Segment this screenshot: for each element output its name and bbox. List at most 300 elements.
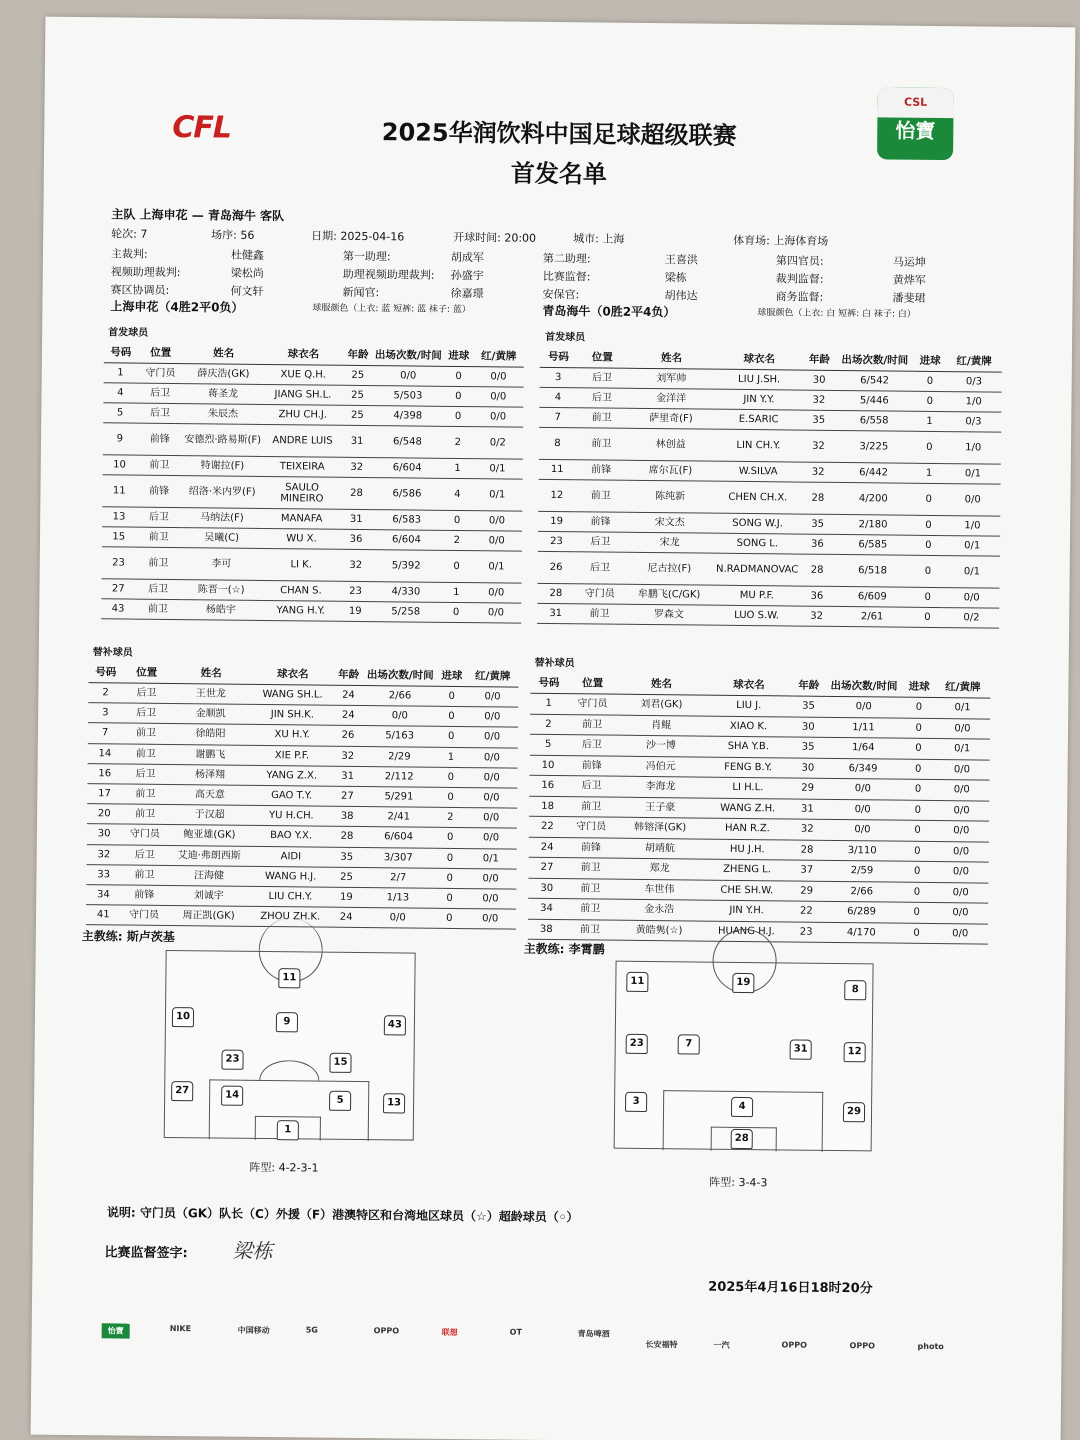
player-cell: 5/392 — [370, 550, 442, 583]
player-cell: 前卫 — [136, 455, 182, 475]
player-cell: 0 — [914, 371, 947, 391]
player-cell: 11 — [102, 475, 136, 507]
player-cell: 于汉超 — [169, 805, 251, 826]
player-shirt-icon: 3 — [625, 1092, 647, 1112]
player-shirt-icon: 19 — [732, 973, 754, 993]
player-cell: 6/548 — [372, 426, 444, 459]
home-coach: 主教练: 斯卢茨基 — [81, 929, 175, 945]
player-cell: 0 — [902, 759, 934, 780]
player-cell: 25 — [331, 867, 361, 888]
player-cell: 王子豪 — [616, 797, 704, 818]
player-shirt-icon: 7 — [678, 1034, 700, 1054]
player-cell: 0/0 — [473, 387, 524, 408]
player-cell: 4 — [539, 387, 576, 407]
player-cell: YANG Z.X. — [251, 765, 333, 786]
player-cell: 尼古拉(F) — [625, 552, 713, 585]
player-cell: 0/0 — [934, 800, 989, 821]
player-cell: 22 — [790, 901, 822, 922]
player-cell: 32 — [791, 819, 823, 840]
player-cell: 0/0 — [471, 531, 522, 552]
player-cell: 30 — [528, 878, 565, 899]
player-cell: 0/3 — [946, 412, 1002, 433]
kickoff-time: 开球时间: 20:00 — [453, 230, 537, 245]
player-cell: HUANG H.J. — [703, 921, 791, 942]
column-header: 位置 — [567, 672, 618, 694]
player-cell: 25 — [343, 405, 373, 425]
player-cell: 32 — [803, 390, 836, 410]
player-cell: 陈纯新 — [626, 480, 714, 513]
away-starters-table — [537, 346, 1002, 629]
player-cell: SHA Y.B. — [705, 736, 793, 757]
player-cell: ZHENG L. — [703, 859, 791, 880]
player-cell: 0 — [901, 882, 933, 903]
player-cell: LIN CH.Y. — [714, 429, 802, 462]
official-role: 第一助理: — [342, 249, 391, 264]
player-cell: 37 — [791, 860, 823, 881]
player-cell: CHEN CH.X. — [714, 481, 802, 514]
player-cell: 12 — [538, 479, 575, 511]
player-cell: LIU J. — [705, 695, 793, 716]
player-cell: LI K. — [261, 548, 341, 581]
player-cell: 0/1 — [945, 464, 1001, 485]
player-cell: 后卫 — [577, 368, 628, 389]
player-cell: 0/0 — [465, 828, 517, 849]
player-cell: 30 — [803, 370, 836, 390]
column-header: 出场次数/时间 — [825, 675, 903, 697]
player-cell: 后卫 — [566, 776, 617, 797]
player-cell: 1/13 — [361, 887, 434, 908]
player-cell: 34 — [528, 898, 565, 919]
away-coach: 主教练: 李霄鹏 — [523, 941, 605, 957]
player-cell: 1 — [443, 458, 473, 478]
player-cell: 牟鹏飞(C/GK) — [625, 584, 713, 605]
player-cell: 24 — [529, 837, 566, 858]
player-cell: 0/0 — [464, 888, 516, 909]
sponsor-logo: OPPO — [781, 1340, 807, 1350]
column-header: 年龄 — [343, 344, 373, 366]
player-shirt-icon: 9 — [276, 1012, 298, 1032]
player-cell: 24 — [333, 685, 363, 706]
player-cell: 27 — [332, 786, 362, 807]
player-cell: 16 — [87, 763, 122, 784]
player-cell: 0/0 — [934, 759, 989, 780]
player-cell: 守门员 — [566, 817, 617, 838]
player-cell: 艾迪·弗朗西斯 — [168, 845, 250, 866]
player-cell: 0 — [902, 738, 934, 759]
official-role: 第二助理: — [542, 251, 591, 266]
player-row — [102, 547, 522, 583]
league-title: 2025华润饮料中国足球超级联赛 — [381, 118, 737, 150]
player-cell: 后卫 — [574, 552, 625, 585]
player-cell: 宋文杰 — [626, 512, 714, 533]
player-cell: 36 — [801, 534, 834, 554]
player-cell: 前卫 — [565, 878, 616, 899]
player-cell: 前卫 — [121, 804, 169, 825]
player-cell: 前卫 — [122, 723, 170, 744]
player-cell: 金永浩 — [615, 899, 703, 920]
player-cell: 马纳法(F) — [182, 508, 262, 529]
player-cell: 0 — [901, 902, 933, 923]
player-cell: SAULO MINEIRO — [262, 476, 342, 509]
player-cell: 2/112 — [363, 766, 436, 787]
player-shirt-icon: 1 — [277, 1120, 299, 1140]
player-cell: 前卫 — [574, 604, 625, 625]
player-cell: 6/604 — [371, 530, 443, 551]
player-cell: 0 — [442, 510, 472, 530]
player-cell: 35 — [792, 696, 824, 717]
player-cell: 0 — [435, 787, 465, 808]
player-cell: HU J.H. — [703, 839, 791, 860]
player-cell: 0/0 — [824, 778, 902, 799]
player-cell: 0 — [913, 431, 946, 463]
player-shirt-icon: 43 — [384, 1015, 406, 1035]
player-cell: 后卫 — [575, 532, 626, 553]
player-cell: 28 — [332, 827, 362, 848]
player-cell: 4/398 — [372, 406, 444, 427]
match-date: 日期: 2025-04-16 — [311, 229, 405, 244]
player-cell: 后卫 — [136, 507, 182, 527]
player-shirt-icon: 31 — [790, 1039, 812, 1059]
player-cell: 0/0 — [465, 868, 517, 889]
player-cell: 2/66 — [823, 881, 901, 902]
player-row — [539, 427, 1001, 464]
player-cell: 19 — [538, 511, 575, 531]
player-cell: 2 — [530, 714, 567, 735]
player-cell: ZHOU ZH.K. — [249, 906, 331, 927]
player-cell: XU H.Y. — [251, 725, 333, 746]
player-cell: 1/0 — [946, 392, 1002, 413]
player-cell: LIU CH.Y. — [250, 886, 332, 907]
column-header: 位置 — [137, 342, 183, 364]
player-cell: YU H.CH. — [250, 805, 332, 826]
column-header: 红/黄牌 — [946, 350, 1002, 372]
player-cell: MU P.F. — [713, 585, 801, 606]
sponsor-logo: 怡寶 — [102, 1323, 130, 1338]
official-role: 裁判监督: — [775, 272, 824, 286]
player-cell: 席尔瓦(F) — [626, 460, 714, 481]
player-cell: 2/29 — [363, 746, 436, 767]
column-header: 位置 — [577, 346, 628, 368]
player-cell: 0/0 — [935, 718, 990, 739]
column-header: 球衣名 — [705, 674, 793, 696]
player-cell: 26 — [333, 726, 363, 747]
away-starters-label: 首发球员 — [545, 331, 586, 344]
player-cell: 前卫 — [565, 899, 616, 920]
player-cell: 32 — [800, 606, 833, 626]
player-cell: 金洋洋 — [627, 388, 715, 409]
player-cell: 23 — [790, 921, 822, 942]
player-cell: 2/59 — [823, 860, 901, 881]
player-cell: 0/0 — [823, 819, 901, 840]
player-cell: 0 — [901, 841, 933, 862]
player-cell: 冯伯元 — [617, 756, 705, 777]
official-name: 徐嘉璟 — [450, 286, 484, 301]
player-cell: 5/503 — [372, 386, 444, 407]
player-cell: 0/1 — [944, 556, 1000, 589]
player-cell: LIU J.SH. — [715, 369, 803, 390]
player-cell: 安德烈·路易斯(F) — [183, 424, 263, 457]
player-cell: 4/330 — [370, 582, 442, 603]
player-cell: 0 — [443, 406, 473, 426]
player-cell: 0 — [901, 861, 933, 882]
player-cell: 6/518 — [833, 554, 912, 587]
player-cell: 杨泽翔 — [169, 764, 251, 785]
player-cell: 0 — [902, 800, 934, 821]
player-cell: 32 — [802, 462, 835, 482]
official-name: 梁松尚 — [230, 266, 264, 280]
player-row — [103, 423, 523, 459]
player-cell: 9 — [103, 423, 137, 455]
player-cell: 1 — [913, 463, 946, 483]
player-cell: XIAO K. — [705, 716, 793, 737]
match-number: 场序: 56 — [211, 228, 255, 242]
player-cell: 38 — [528, 919, 565, 940]
away-formation: 阵型: 3-4-3 — [709, 1175, 768, 1190]
player-cell: 34 — [86, 884, 121, 905]
player-cell: 4/200 — [834, 482, 913, 515]
player-cell: 3 — [88, 703, 123, 724]
player-cell: 前锋 — [576, 460, 627, 481]
player-cell: 后卫 — [137, 383, 183, 403]
official-role: 商务监督: — [775, 290, 824, 304]
player-cell: 0/3 — [946, 372, 1002, 393]
player-cell: 前锋 — [575, 512, 626, 533]
player-cell: JIN Y.H. — [703, 900, 791, 921]
column-header: 号码 — [530, 672, 567, 694]
player-cell: 2 — [88, 683, 123, 704]
player-cell: 后卫 — [123, 683, 171, 704]
official-name: 胡伟达 — [664, 289, 698, 303]
column-header: 年龄 — [803, 349, 836, 371]
player-cell: N.RADMANOVAC — [713, 553, 801, 586]
player-cell: LI H.L. — [704, 777, 792, 798]
player-cell: 前卫 — [135, 599, 181, 619]
player-cell: 0 — [900, 923, 932, 944]
player-cell: 绍洛·米内罗(F) — [182, 476, 262, 509]
player-shirt-icon: 11 — [278, 968, 300, 988]
away-formation-pitch — [614, 961, 874, 1152]
player-cell: 周正凯(GK) — [168, 906, 250, 927]
column-header: 出场次数/时间 — [364, 664, 437, 686]
player-cell: WANG SH.L. — [252, 684, 334, 705]
player-cell: 0/2 — [944, 608, 1000, 629]
player-shirt-icon: 4 — [731, 1097, 753, 1117]
official-name: 杜健鑫 — [230, 248, 265, 262]
player-cell: 6/604 — [371, 458, 443, 479]
home-kit: 球服颜色（上衣: 蓝 短裤: 蓝 袜子: 蓝） — [312, 303, 471, 316]
player-cell: 0/0 — [944, 588, 1000, 609]
player-cell: ANDRE LUIS — [262, 424, 342, 457]
cfl-logo: CFL — [172, 109, 232, 146]
player-cell: 0 — [436, 706, 466, 727]
player-cell: 0/0 — [464, 909, 516, 930]
player-cell: 前卫 — [135, 547, 182, 579]
player-cell: 33 — [86, 864, 121, 885]
player-cell: 3/307 — [362, 847, 435, 868]
player-cell: 鲍亚雄(GK) — [168, 825, 250, 846]
player-cell: 谢鹏飞 — [169, 744, 251, 765]
player-cell: 前卫 — [122, 784, 170, 805]
column-header: 球衣名 — [715, 348, 803, 370]
csl-logo: CSL 怡寶 — [877, 87, 954, 160]
player-cell: 2/61 — [833, 606, 912, 627]
player-shirt-icon: 27 — [171, 1081, 193, 1101]
player-cell: 32 — [341, 549, 371, 581]
column-header: 号码 — [540, 346, 577, 368]
player-cell: 36 — [341, 529, 371, 549]
official-role: 赛区协调员: — [110, 283, 170, 297]
player-cell: 28 — [801, 554, 834, 586]
away-kit: 球服颜色（上衣: 白 短裤: 白 袜子: 白） — [757, 308, 916, 320]
player-cell: 前卫 — [121, 865, 169, 886]
player-cell: SONG L. — [713, 533, 801, 554]
player-cell: 18 — [529, 796, 566, 817]
column-header: 号码 — [104, 341, 138, 363]
sponsor-logo: NIKE — [169, 1324, 192, 1334]
column-header: 年龄 — [334, 664, 364, 686]
column-header: 年龄 — [793, 675, 825, 697]
player-cell: CHAN S. — [261, 580, 341, 601]
official-role: 主裁判: — [110, 247, 148, 261]
player-cell: 24 — [331, 907, 361, 928]
player-cell: CHE SH.W. — [703, 880, 791, 901]
player-cell: 0/0 — [471, 603, 522, 624]
player-cell: 特谢拉(F) — [182, 456, 262, 477]
official-name: 何文轩 — [230, 284, 264, 298]
player-cell: 肖鲲 — [617, 715, 705, 736]
player-cell: 20 — [87, 804, 122, 825]
player-shirt-icon: 23 — [626, 1034, 648, 1054]
player-shirt-icon: 13 — [383, 1093, 405, 1113]
player-cell: 0 — [435, 848, 465, 869]
player-shirt-icon: 23 — [221, 1050, 243, 1070]
player-cell: 0 — [442, 550, 472, 582]
player-cell: HAN R.Z. — [704, 818, 792, 839]
column-header: 位置 — [123, 661, 171, 683]
player-cell: MANAFA — [262, 508, 342, 529]
column-header: 进球 — [437, 665, 467, 687]
player-cell: 32 — [87, 844, 122, 865]
player-cell: YANG H.Y. — [261, 600, 341, 621]
player-cell: 朱辰杰 — [183, 404, 263, 425]
player-cell: 后卫 — [121, 844, 169, 865]
player-cell: 27 — [101, 579, 135, 599]
player-cell: 6/604 — [362, 827, 435, 848]
player-cell: 0/0 — [361, 908, 434, 929]
player-cell: 1 — [530, 693, 567, 714]
player-cell: 0 — [912, 535, 945, 555]
player-cell: 0/0 — [933, 902, 988, 923]
player-cell: JIN Y.Y. — [715, 389, 803, 410]
player-cell: 5 — [530, 734, 567, 755]
player-cell: 1/0 — [945, 516, 1001, 537]
player-cell: 25 — [343, 365, 373, 385]
player-cell: 郑龙 — [616, 858, 704, 879]
player-cell: 6/583 — [371, 510, 443, 531]
player-cell: 35 — [802, 410, 835, 430]
player-cell: 黄皓隽(☆) — [615, 920, 703, 941]
player-cell: 0/0 — [466, 727, 518, 748]
player-cell: 41 — [86, 905, 121, 926]
player-cell: 李可 — [181, 548, 261, 581]
player-cell: 胡靖航 — [616, 838, 704, 859]
player-cell: 6/542 — [835, 370, 914, 391]
player-cell: 0/0 — [933, 882, 988, 903]
player-cell: 后卫 — [137, 403, 183, 423]
player-cell: 0 — [911, 587, 944, 607]
player-cell: 前卫 — [135, 527, 181, 547]
player-row — [102, 475, 522, 511]
official-name: 胡成军 — [450, 250, 485, 265]
player-shirt-icon: 11 — [626, 972, 648, 992]
player-cell: 0 — [914, 391, 947, 411]
player-cell: 35 — [792, 737, 824, 758]
player-cell: 罗森文 — [625, 604, 713, 625]
player-cell: 前锋 — [121, 885, 169, 906]
player-cell: 30 — [87, 824, 122, 845]
player-cell: 2/41 — [362, 807, 435, 828]
home-starters-label: 首发球员 — [108, 327, 149, 339]
player-shirt-icon: 14 — [221, 1086, 243, 1106]
player-cell: 31 — [791, 799, 823, 820]
player-cell: 25 — [343, 385, 373, 405]
player-cell: 19 — [331, 887, 361, 908]
home-team-name: 上海申花（4胜2平0负） — [110, 299, 244, 315]
player-cell: 36 — [801, 586, 834, 606]
player-cell: LUO S.W. — [713, 605, 801, 626]
player-cell: 前卫 — [576, 428, 627, 461]
column-header: 球衣名 — [263, 343, 343, 365]
sponsor-logo: OT — [509, 1327, 523, 1337]
player-cell: 30 — [792, 717, 824, 738]
player-cell: WANG H.J. — [250, 866, 332, 887]
official-name: 马运坤 — [892, 255, 926, 269]
column-header: 姓名 — [170, 662, 252, 684]
player-cell: 27 — [528, 857, 565, 878]
player-cell: 30 — [792, 758, 824, 779]
column-header: 出场次数/时间 — [835, 349, 914, 371]
player-cell: 徐皓阳 — [170, 724, 252, 745]
player-cell: 19 — [341, 601, 371, 621]
player-cell: SONG W.J. — [714, 513, 802, 534]
player-cell: JIANG SH.L. — [263, 384, 343, 405]
player-cell: 0/0 — [466, 767, 518, 788]
player-cell: 6/585 — [833, 534, 912, 555]
player-cell: 1 — [436, 747, 466, 768]
player-cell: 1 — [104, 363, 138, 383]
player-cell: 后卫 — [567, 735, 618, 756]
official-role: 新闻官: — [342, 285, 380, 300]
official-name: 潘斐珺 — [892, 291, 926, 305]
player-cell: 7 — [88, 723, 123, 744]
away-subs-table — [528, 672, 991, 945]
sponsor-logo: OPPO — [373, 1326, 400, 1336]
player-cell: 0 — [903, 697, 935, 718]
player-cell: 24 — [333, 705, 363, 726]
supervisor-signature: 梁栋 — [232, 1238, 273, 1264]
player-cell: 31 — [342, 425, 372, 457]
player-cell: 0/2 — [472, 427, 523, 460]
player-cell: 5/291 — [362, 786, 435, 807]
player-cell: 0/1 — [465, 848, 517, 869]
player-cell: 38 — [332, 806, 362, 827]
player-shirt-icon: 29 — [843, 1102, 865, 1122]
player-cell: 萨里奇(F) — [627, 408, 715, 429]
player-cell: 26 — [538, 551, 575, 583]
player-cell: 0 — [435, 828, 465, 849]
player-cell: 1/64 — [824, 737, 902, 758]
player-cell: 0/0 — [466, 788, 518, 809]
